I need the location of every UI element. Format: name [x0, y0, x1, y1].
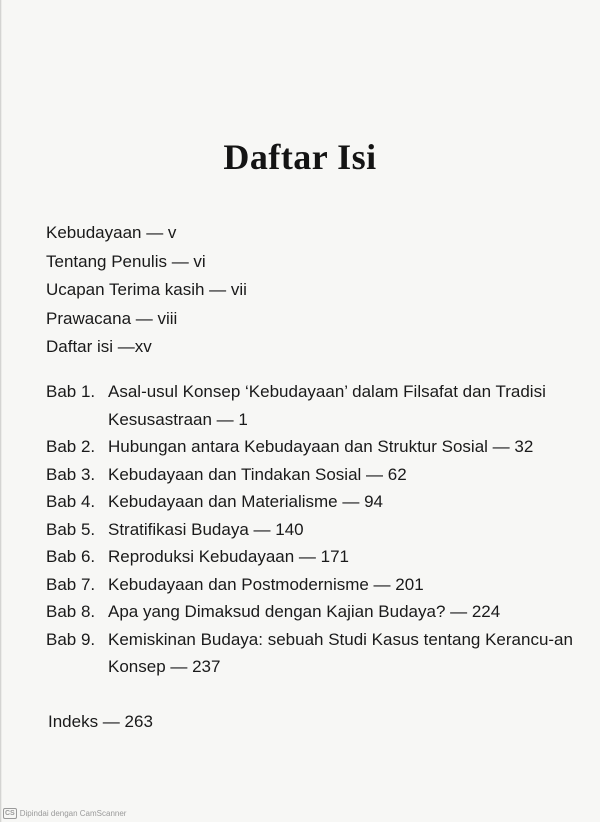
- chapter-title: Reproduksi Kebudayaan — 171: [108, 547, 349, 566]
- chapter-number: Bab 1.: [46, 382, 96, 401]
- chapter-number: Bab 4.: [46, 492, 96, 511]
- chapter-title: Kemiskinan Budaya: sebuah Studi Kasus tentang Kerancu-an Konsep — 237: [108, 629, 573, 676]
- chapter-title: Stratifikasi Budaya — 140: [108, 519, 304, 539]
- chapter-number: Bab 5.: [46, 519, 96, 539]
- chapter-title: Hubungan antara Kebudayaan dan Struktur Sosial — 32: [108, 437, 534, 456]
- front-matter-item: Kebudayaan — v: [46, 223, 177, 242]
- camscanner-logo-icon: CS: [5, 810, 15, 817]
- chapter-entry: [46, 598, 586, 626]
- chapter-number: Bab 7.: [46, 574, 96, 594]
- chapter-entry: [46, 433, 586, 461]
- chapter-number: Bab 8.: [46, 602, 96, 621]
- front-matter-item: Tentang Penulis — vi: [46, 251, 206, 271]
- chapter-title: Kebudayaan dan Postmodernisme — 201: [108, 574, 424, 594]
- chapter-title: Kebudayaan dan Tindakan Sosial — 62: [108, 464, 407, 484]
- chapter-entry: [46, 461, 586, 489]
- chapter-entry: [46, 626, 586, 681]
- chapter-title: Asal-usul Konsep ‘Kebudayaan’ dalam Filsafat dan Tradisi Kesusastraan — 1: [108, 382, 546, 429]
- chapter-title: Apa yang Dimaksud dengan Kajian Budaya? — 224: [108, 602, 501, 621]
- index-entry: Indeks — 263: [48, 712, 153, 731]
- chapter-list: [46, 378, 586, 681]
- chapter-number: Bab 9.: [46, 629, 96, 649]
- scanner-watermark: [3, 808, 126, 819]
- chapter-number: Bab 2.: [46, 437, 96, 456]
- chapter-entry: [46, 571, 586, 599]
- page-edge-shadow: [0, 0, 2, 822]
- front-matter-item: Prawacana — viii: [46, 308, 178, 328]
- chapter-entry: [46, 488, 586, 516]
- chapter-entry: [46, 378, 586, 433]
- chapter-number: Bab 3.: [46, 464, 96, 484]
- watermark-text: Dipindai dengan CamScanner: [19, 809, 127, 818]
- front-matter-item: Ucapan Terima kasih — vii: [46, 280, 247, 299]
- chapter-title: Kebudayaan dan Materialisme — 94: [108, 492, 383, 511]
- front-matter-item: Daftar isi —xv: [46, 337, 152, 356]
- front-matter-list: [46, 219, 247, 362]
- page-title: Daftar Isi: [223, 137, 377, 178]
- chapter-entry: [46, 543, 586, 571]
- chapter-entry: [46, 516, 586, 544]
- chapter-number: Bab 6.: [46, 547, 96, 566]
